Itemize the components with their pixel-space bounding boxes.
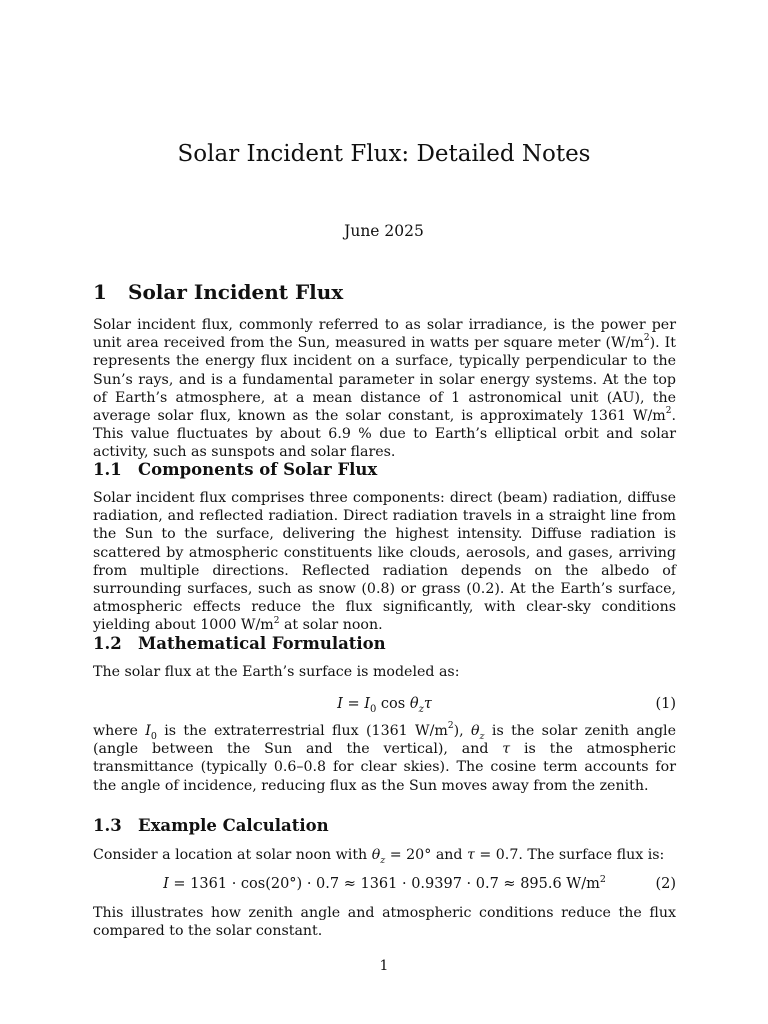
section-paragraph: Solar incident flux, commonly referred to as solar irradiance, is the power per unit area received from the Sun, measured in watts per square meter $(W/m^2)$. It represents the energy flux incident on a surface, typically perpendicular to the Sun’s rays, and is a fundamental parameter in solar energy systems. At the top of Earth’s atmosphere, at a mean distance of 1 astronomical unit (AU), the average solar flux, known as the solar constant, is approximately 1361 $W/m^2$. This value fluctuates by about 6.9 % due to Earth’s elliptical orbit and solar activity, such as sunspots and solar flares.: [93, 317, 676, 461]
subsection-heading: [93, 815, 329, 837]
equation-body: $I = I_0$ $\cos \theta_z\tau$: [337, 696, 432, 715]
section-title: Solar Incident Flux: [128, 280, 344, 304]
subsection-number: 1.2: [93, 634, 122, 653]
section-heading: [93, 279, 343, 305]
document-date: June 2025: [344, 222, 424, 240]
subsection-number: 1.1: [93, 460, 122, 479]
subsection-title: Components of Solar Flux: [138, 460, 378, 479]
page-number: 1: [379, 958, 389, 974]
subsection-title: Example Calculation: [138, 816, 329, 835]
formulation-intro: The solar flux at the Earth’s surface is modeled as:: [93, 664, 460, 680]
subsection-number: 1.3: [93, 816, 122, 835]
subsection-title: Mathematical Formulation: [138, 634, 386, 653]
example-intro: Consider a location at solar noon with $\theta_z = 20^\circ$ and τ = 0.7. The surface flux is:: [93, 847, 665, 866]
equation-body: I = 1361 · cos(20°) · 0.7 ≈ 1361 · 0.9397 · 0.7 ≈ 895.6 $W/m^2$: [163, 874, 606, 892]
formulation-paragraph: where $I_0$ is the extraterrestrial flux (1361 $W/m^2$), $\theta_z$ is the solar zenith angle (angle between the Sun and the vertical), and τ is the atmospheric transmittance (typically 0.6–0.8 for clear skies). The cosine term accounts for the angle of incidence, reducing flux as the Sun moves away from the zenith.: [93, 721, 676, 794]
example-conclusion: This illustrates how zenith angle and atmospheric conditions reduce the flux compared to the solar constant.: [93, 905, 676, 940]
equation-number: (2): [655, 876, 676, 892]
equation-number: (1): [655, 696, 676, 712]
components-paragraph: Solar incident flux comprises three components: direct (beam) radiation, diffuse radiation, and reflected radiation. Direct radiation travels in a straight line from the Sun to the surface, delivering the highest intensity. Diffuse radiation is scattered by atmospheric constituents like clouds, aerosols, and gases, arriving from multiple directions. Reflected radiation depends on the albedo of surrounding surfaces, such as snow (0.8) or grass (0.2). At the Earth’s surface, atmospheric effects reduce the flux significantly, with clear-sky conditions yielding about 1000 $W/m^2$ at solar noon.: [93, 490, 676, 634]
subsection-heading: [93, 459, 377, 481]
document-title: Solar Incident Flux: Detailed Notes: [177, 141, 591, 167]
section-number: 1: [93, 280, 107, 304]
subsection-heading: [93, 633, 386, 655]
